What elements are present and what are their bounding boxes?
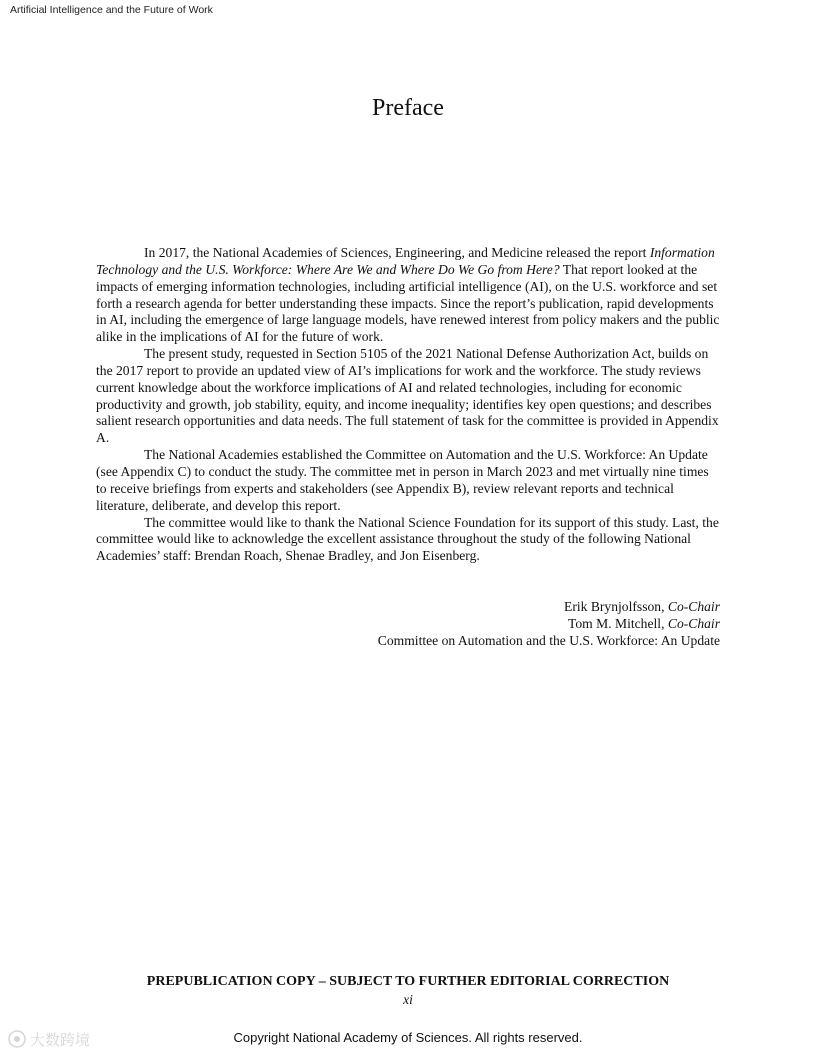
signer-1 <box>378 598 720 615</box>
prepublication-notice: PREPUBLICATION COPY – SUBJECT TO FURTHER EDITORIAL CORRECTION <box>146 974 670 989</box>
page-number: xi <box>403 992 413 1007</box>
report-title-italic: Information Technology and the U.S. Workforce: Where Are We and Where Do We Go from Here? <box>96 245 715 277</box>
paragraph-1-intro: In 2017, the National Academies of Sciences, Engineering, and Medicine released the report <box>144 245 650 260</box>
paragraph-4: The committee would like to thank the National Science Foundation for its support of this study. Last, the committee would like to acknowledge the excellent assistance throughout the study of the following National Academies’ staff: Brendan Roach, Shenae Bradley, and Jon Eisenberg. <box>96 514 719 564</box>
committee-name: Committee on Automation and the U.S. Workforce: An Update <box>377 633 720 648</box>
preface-body <box>96 245 722 565</box>
page-title: Preface <box>372 95 444 121</box>
paragraph-3: The National Academies established the Committee on Automation and the U.S. Workforce: An Update (see Appendix C) to conduct the study. The committee met in person in March 2023 and met virtually nine times to receive briefings from experts and stakeholders (see Appendix B), review relevant reports and technical literature, deliberate, and develop this report. <box>96 447 709 513</box>
copyright-notice: Copyright National Academy of Sciences. All rights reserved. <box>233 1030 583 1045</box>
paragraph-1 <box>96 245 722 346</box>
paragraph-1-rest: That report looked at the impacts of emerging information technologies, including artificial intelligence (AI), on the U.S. workforce and set forth a research agenda for better understanding these impacts. Since the report’s publication, rapid developments in AI, including the emergence of large language models, have renewed interest from policy makers and the public alike in the implications of AI for the future of work. <box>96 261 720 345</box>
watermark-text: 大数跨境 <box>30 1031 91 1049</box>
signer-2 <box>378 615 720 632</box>
signer-2-name: Tom M. Mitchell, <box>568 616 668 631</box>
running-header: Artificial Intelligence and the Future of Work <box>10 4 213 16</box>
signer-1-role: Co-Chair <box>667 599 720 614</box>
paragraph-2: The present study, requested in Section 5105 of the 2021 National Defense Authorization Act, builds on the 2017 report to provide an updated view of AI’s implications for work and the workforce. The study reviews current knowledge about the workforce implications of AI and related technologies, including for economic productivity and growth, job stability, equity, and income inequality; identifies key open questions; and describes salient research opportunities and data needs. The full statement of task for the committee is provided in Appendix A. <box>96 346 719 446</box>
signer-1-name: Erik Brynjolfsson, <box>564 599 668 614</box>
signature-block <box>378 598 720 649</box>
watermark-logo-icon <box>6 1026 110 1052</box>
signer-2-role: Co-Chair <box>667 616 720 631</box>
